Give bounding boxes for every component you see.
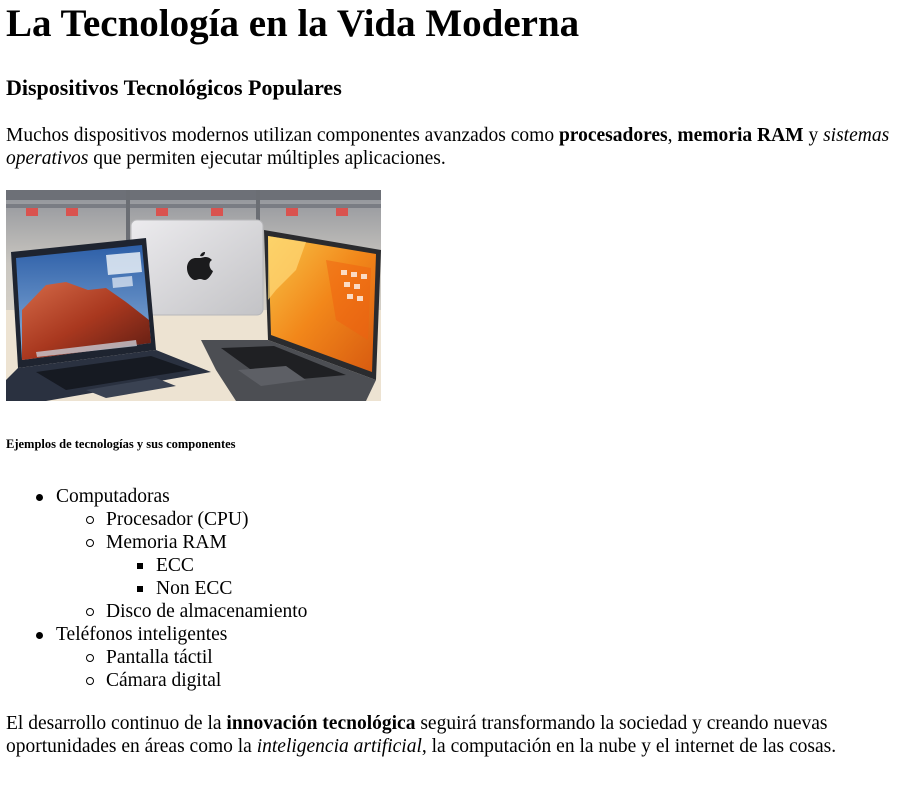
laptops-photo-illustration (6, 190, 381, 401)
intro-bold-processors: procesadores (558, 125, 668, 146)
circle-bullet-icon (86, 654, 94, 662)
disc-bullet-icon (36, 494, 43, 501)
intro-bold-ram: memoria RAM (677, 125, 804, 146)
square-bullet-icon (137, 563, 143, 569)
circle-bullet-icon (86, 516, 94, 524)
list-item-non-ecc (106, 577, 307, 600)
outro-text-1: El desarrollo continuo de la (6, 713, 227, 734)
image-caption: Ejemplos de tecnologías y sus componentes (6, 437, 236, 451)
outro-text-3: , la computación en la nube y el internet de las cosas. (421, 736, 837, 757)
intro-paragraph (6, 124, 916, 170)
circle-bullet-icon (86, 608, 94, 616)
intro-sep-1: , (667, 125, 678, 146)
list-item-smartphones (6, 623, 307, 692)
list-item-cpu (56, 508, 307, 531)
list-item-label: Cámara digital (106, 670, 222, 691)
laptops-photo (6, 190, 381, 401)
list-item-computers (6, 485, 307, 623)
list-item-disk (56, 600, 307, 623)
list-item-label: Pantalla táctil (106, 647, 213, 668)
list-item-label: Teléfonos inteligentes (56, 624, 228, 645)
disc-bullet-icon (36, 632, 43, 639)
section-heading: Dispositivos Tecnológicos Populares (6, 75, 342, 100)
list-item-label: Non ECC (156, 578, 233, 599)
intro-italic-os: sistemas operativos (6, 125, 890, 169)
list-item-camera (56, 669, 307, 692)
list-item-label: Disco de almacenamiento (106, 601, 308, 622)
list-item-ram (56, 531, 307, 600)
closing-paragraph (6, 712, 916, 758)
outro-text-2: seguirá transformando la sociedad y creando nuevas oportunidades en áreas como la (6, 713, 828, 757)
intro-text-1: Muchos dispositivos modernos utilizan componentes avanzados como (6, 125, 559, 146)
technology-list (6, 485, 307, 692)
list-item-label: Computadoras (56, 486, 170, 507)
square-bullet-icon (137, 586, 143, 592)
intro-sep-2: y (803, 125, 824, 146)
circle-bullet-icon (86, 677, 94, 685)
list-item-ecc (106, 554, 307, 577)
list-item-touchscreen (56, 646, 307, 669)
outro-italic-ai: inteligencia artificial (256, 736, 422, 757)
outro-bold-innovation: innovación tecnológica (226, 713, 416, 734)
circle-bullet-icon (86, 539, 94, 547)
list-item-label: Procesador (CPU) (106, 509, 249, 530)
list-item-label: ECC (156, 555, 194, 576)
list-item-label: Memoria RAM (106, 532, 227, 553)
page-title: La Tecnología en la Vida Moderna (6, 2, 580, 45)
intro-text-2: que permiten ejecutar múltiples aplicaciones. (88, 148, 446, 169)
